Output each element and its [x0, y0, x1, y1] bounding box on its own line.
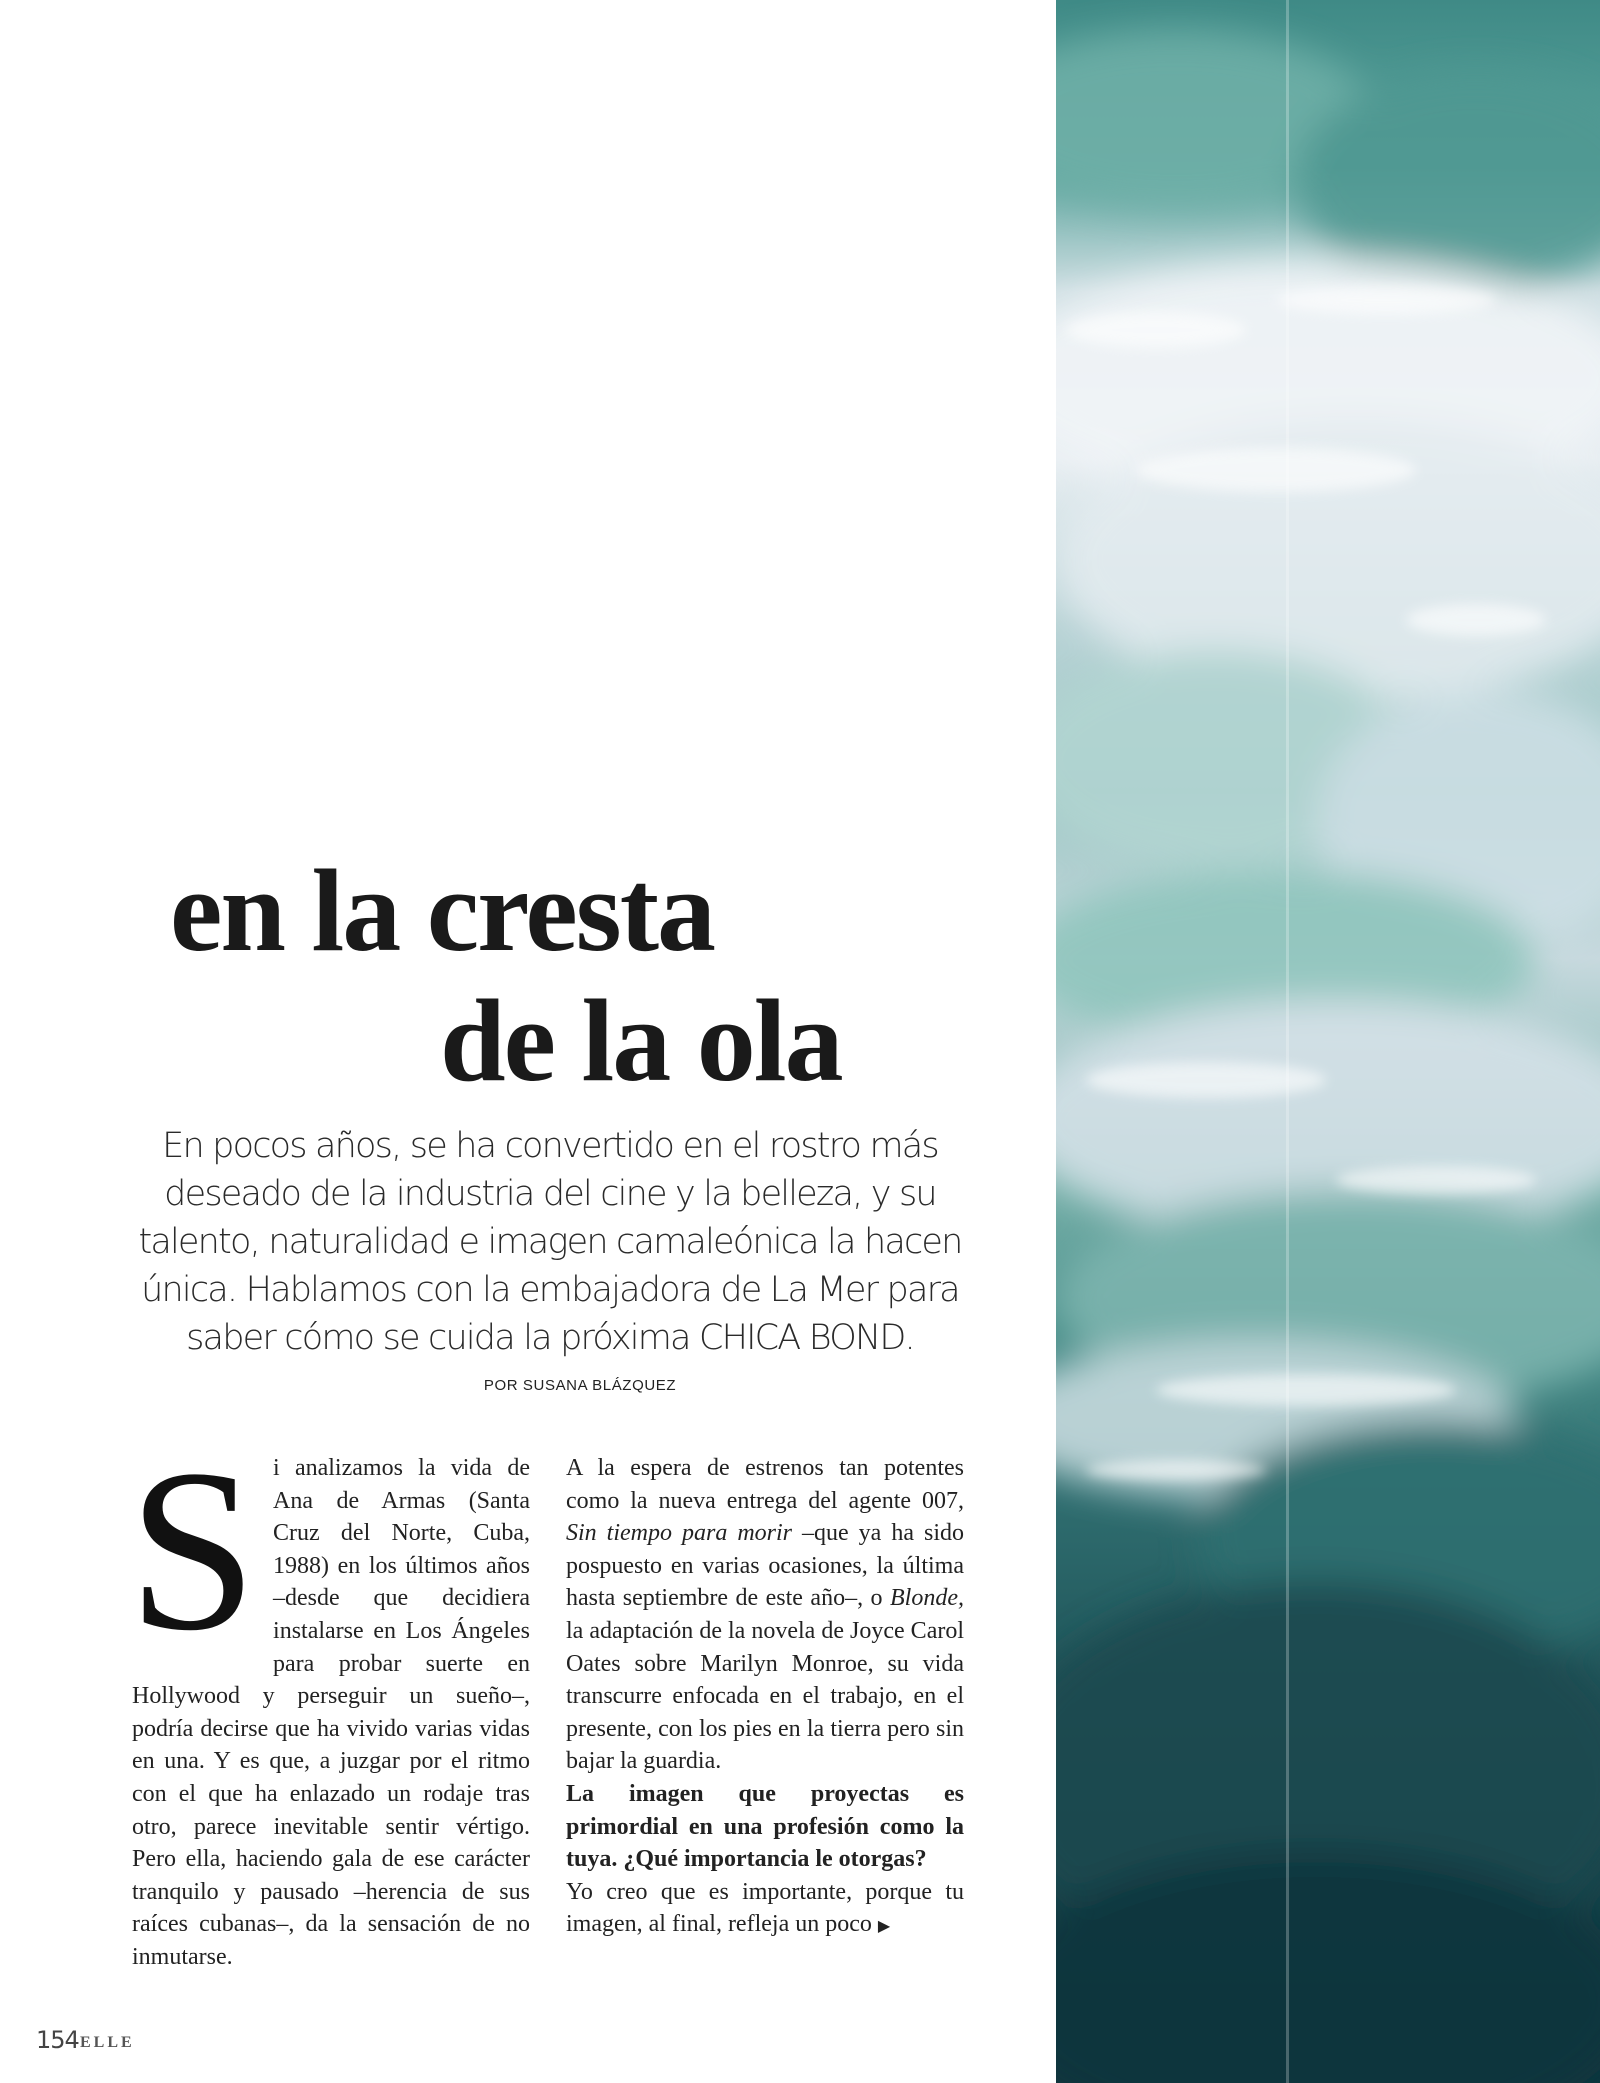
film-title-2: Blonde,: [890, 1585, 964, 1612]
subheadline-line-1: en la cresta: [170, 845, 714, 976]
headline-ana: ANA: [150, 194, 607, 439]
headline-armas: ARMAS: [150, 592, 908, 837]
magazine-brand: ELLE: [80, 2034, 135, 2051]
right-triangle-icon: ▶: [877, 1918, 891, 1936]
drop-cap: S: [128, 1422, 258, 1679]
ocean-wave-photo: [1056, 0, 1600, 2083]
body-column-2: [566, 1452, 964, 1944]
subheadline-line-2: de la ola: [440, 975, 842, 1106]
body-paragraph-1: i analizamos la vida de Ana de Armas (Santa Cruz del Norte, Cuba, 1988) en los últimos años –desde que decidiera instalarse en Los Ángeles para probar suerte en Hollywood y perseguir un sueño–, podría decirse que ha vivido varias vidas en una. Y es que, a juzgar por el ritmo con el que ha enlazado un rodaje tras otro, parece inevitable sentir vértigo. Pero ella, haciendo gala de ese carácter tranquilo y pausado –herencia de sus raíces cubanas–, da la sensación de no inmutarse.: [132, 1455, 530, 1970]
page-number: 154: [36, 2026, 79, 2054]
wave-texture: [1056, 0, 1600, 2083]
body-column-1: [128, 1422, 530, 1974]
body-paragraph-2: A la espera de estrenos tan potentes como la nueva entrega del agente 007, Sin tiempo para morir –que ya ha sido pospuesto en varias ocasiones, la última hasta septiembre de este año–, o Blonde, la adaptación de la novela de Joyce Carol Oates sobre Marilyn Monroe, su vida transcurre enfocada en el trabajo, en el presente, con los pies en la tierra pero sin bajar la guardia.: [566, 1455, 964, 1775]
interview-question: La imagen que proyectas es primordial en una profesión como la tuya. ¿Qué importancia le otorgas?: [566, 1780, 964, 1873]
headline-de: DE: [420, 382, 723, 627]
film-title-1: Sin tiempo para morir: [566, 1520, 793, 1547]
deck-standfirst: En pocos años, se ha convertido en el rostro más deseado de la industria del cine y la belleza, y su talento, naturalidad e imagen camaleónica la hacen única. Hablamos con la embajadora de La Mer para saber cómo se cuida la próxima CHICA BOND.: [138, 1126, 962, 1358]
byline: POR SUSANA BLÁZQUEZ: [483, 1377, 677, 1394]
interview-answer: Yo creo que es importante, porque tu imagen, al final, refleja un poco ▶: [566, 1876, 964, 1944]
